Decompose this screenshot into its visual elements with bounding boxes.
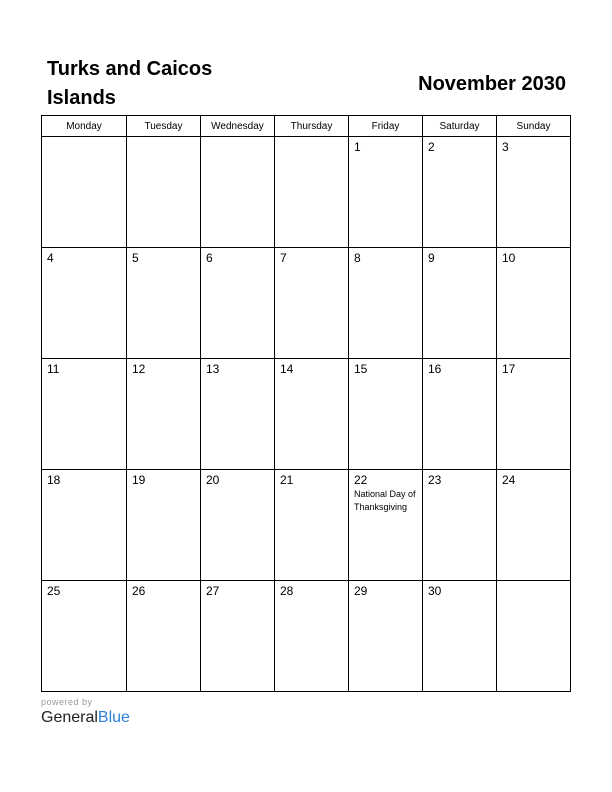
week-row [42, 359, 571, 470]
month-year-title: November 2030 [418, 73, 566, 95]
week-row [42, 470, 571, 581]
day-number: 19 [132, 473, 146, 487]
country-title: Turks and Caicos Islands [47, 58, 213, 109]
day-number: 21 [280, 473, 294, 487]
day-cell [42, 470, 127, 581]
day-number: 26 [132, 584, 146, 598]
day-cell [497, 581, 571, 692]
day-cell [423, 581, 497, 692]
day-number: 25 [47, 584, 61, 598]
day-number [497, 581, 570, 584]
day-number: 5 [132, 251, 139, 265]
day-number: 24 [502, 473, 516, 487]
weekday-saturday: Saturday [423, 116, 497, 137]
footer-logo[interactable] [41, 697, 130, 728]
powered-by-text: powered by [41, 697, 93, 707]
day-number: 6 [206, 251, 213, 265]
day-cell [349, 470, 423, 581]
day-number [42, 137, 126, 140]
day-cell [423, 248, 497, 359]
calendar-grid [41, 115, 571, 692]
day-cell [497, 137, 571, 248]
day-number: 10 [502, 251, 516, 265]
holiday-label: National Day of Thanksgiving [354, 489, 416, 512]
day-number: 23 [428, 473, 442, 487]
weekday-sunday: Sunday [497, 116, 571, 137]
brand-general-text: General [41, 709, 98, 726]
day-cell [349, 581, 423, 692]
weekday-thursday: Thursday [275, 116, 349, 137]
day-cell [423, 470, 497, 581]
day-cell [127, 470, 201, 581]
day-cell [497, 470, 571, 581]
day-number: 7 [280, 251, 287, 265]
day-number: 29 [354, 584, 368, 598]
day-cell [349, 359, 423, 470]
day-cell [423, 137, 497, 248]
day-number: 8 [354, 251, 361, 265]
day-number: 20 [206, 473, 220, 487]
weekday-friday: Friday [349, 116, 423, 137]
day-cell [201, 359, 275, 470]
day-number: 15 [354, 362, 368, 376]
day-cell [201, 248, 275, 359]
day-number: 22 [354, 473, 368, 487]
day-number: 28 [280, 584, 294, 598]
day-number: 11 [47, 362, 60, 376]
weekday-wednesday: Wednesday [201, 116, 275, 137]
day-number: 4 [47, 251, 54, 265]
day-number: 14 [280, 362, 294, 376]
day-cell [42, 581, 127, 692]
day-number [275, 137, 348, 140]
day-cell [42, 359, 127, 470]
day-number [201, 137, 274, 140]
day-cell [201, 581, 275, 692]
day-number: 27 [206, 584, 220, 598]
day-cell [497, 248, 571, 359]
day-cell [201, 470, 275, 581]
day-cell [349, 248, 423, 359]
day-number: 3 [502, 140, 509, 154]
day-cell [275, 359, 349, 470]
day-cell [275, 581, 349, 692]
brand-blue-text: Blue [97, 709, 130, 726]
week-row [42, 137, 571, 248]
day-cell [42, 137, 127, 248]
day-number: 30 [428, 584, 442, 598]
day-cell [127, 248, 201, 359]
week-row [42, 248, 571, 359]
weekday-monday: Monday [42, 116, 127, 137]
day-cell [497, 359, 571, 470]
day-number: 2 [428, 140, 435, 154]
day-number: 1 [354, 140, 361, 154]
day-number: 12 [132, 362, 146, 376]
day-cell [42, 248, 127, 359]
day-number: 9 [428, 251, 435, 265]
weekday-header-row [42, 116, 571, 137]
day-number [127, 137, 200, 140]
day-cell [275, 470, 349, 581]
day-number: 13 [206, 362, 220, 376]
day-number: 18 [47, 473, 61, 487]
day-cell [349, 137, 423, 248]
week-row [42, 581, 571, 692]
day-cell [127, 581, 201, 692]
day-number: 17 [502, 362, 516, 376]
weekday-tuesday: Tuesday [127, 116, 201, 137]
day-number: 16 [428, 362, 442, 376]
day-cell [275, 248, 349, 359]
day-cell [127, 359, 201, 470]
generalblue-logo [41, 708, 130, 728]
day-cell [201, 137, 275, 248]
day-cell [423, 359, 497, 470]
day-cell [275, 137, 349, 248]
day-cell [127, 137, 201, 248]
